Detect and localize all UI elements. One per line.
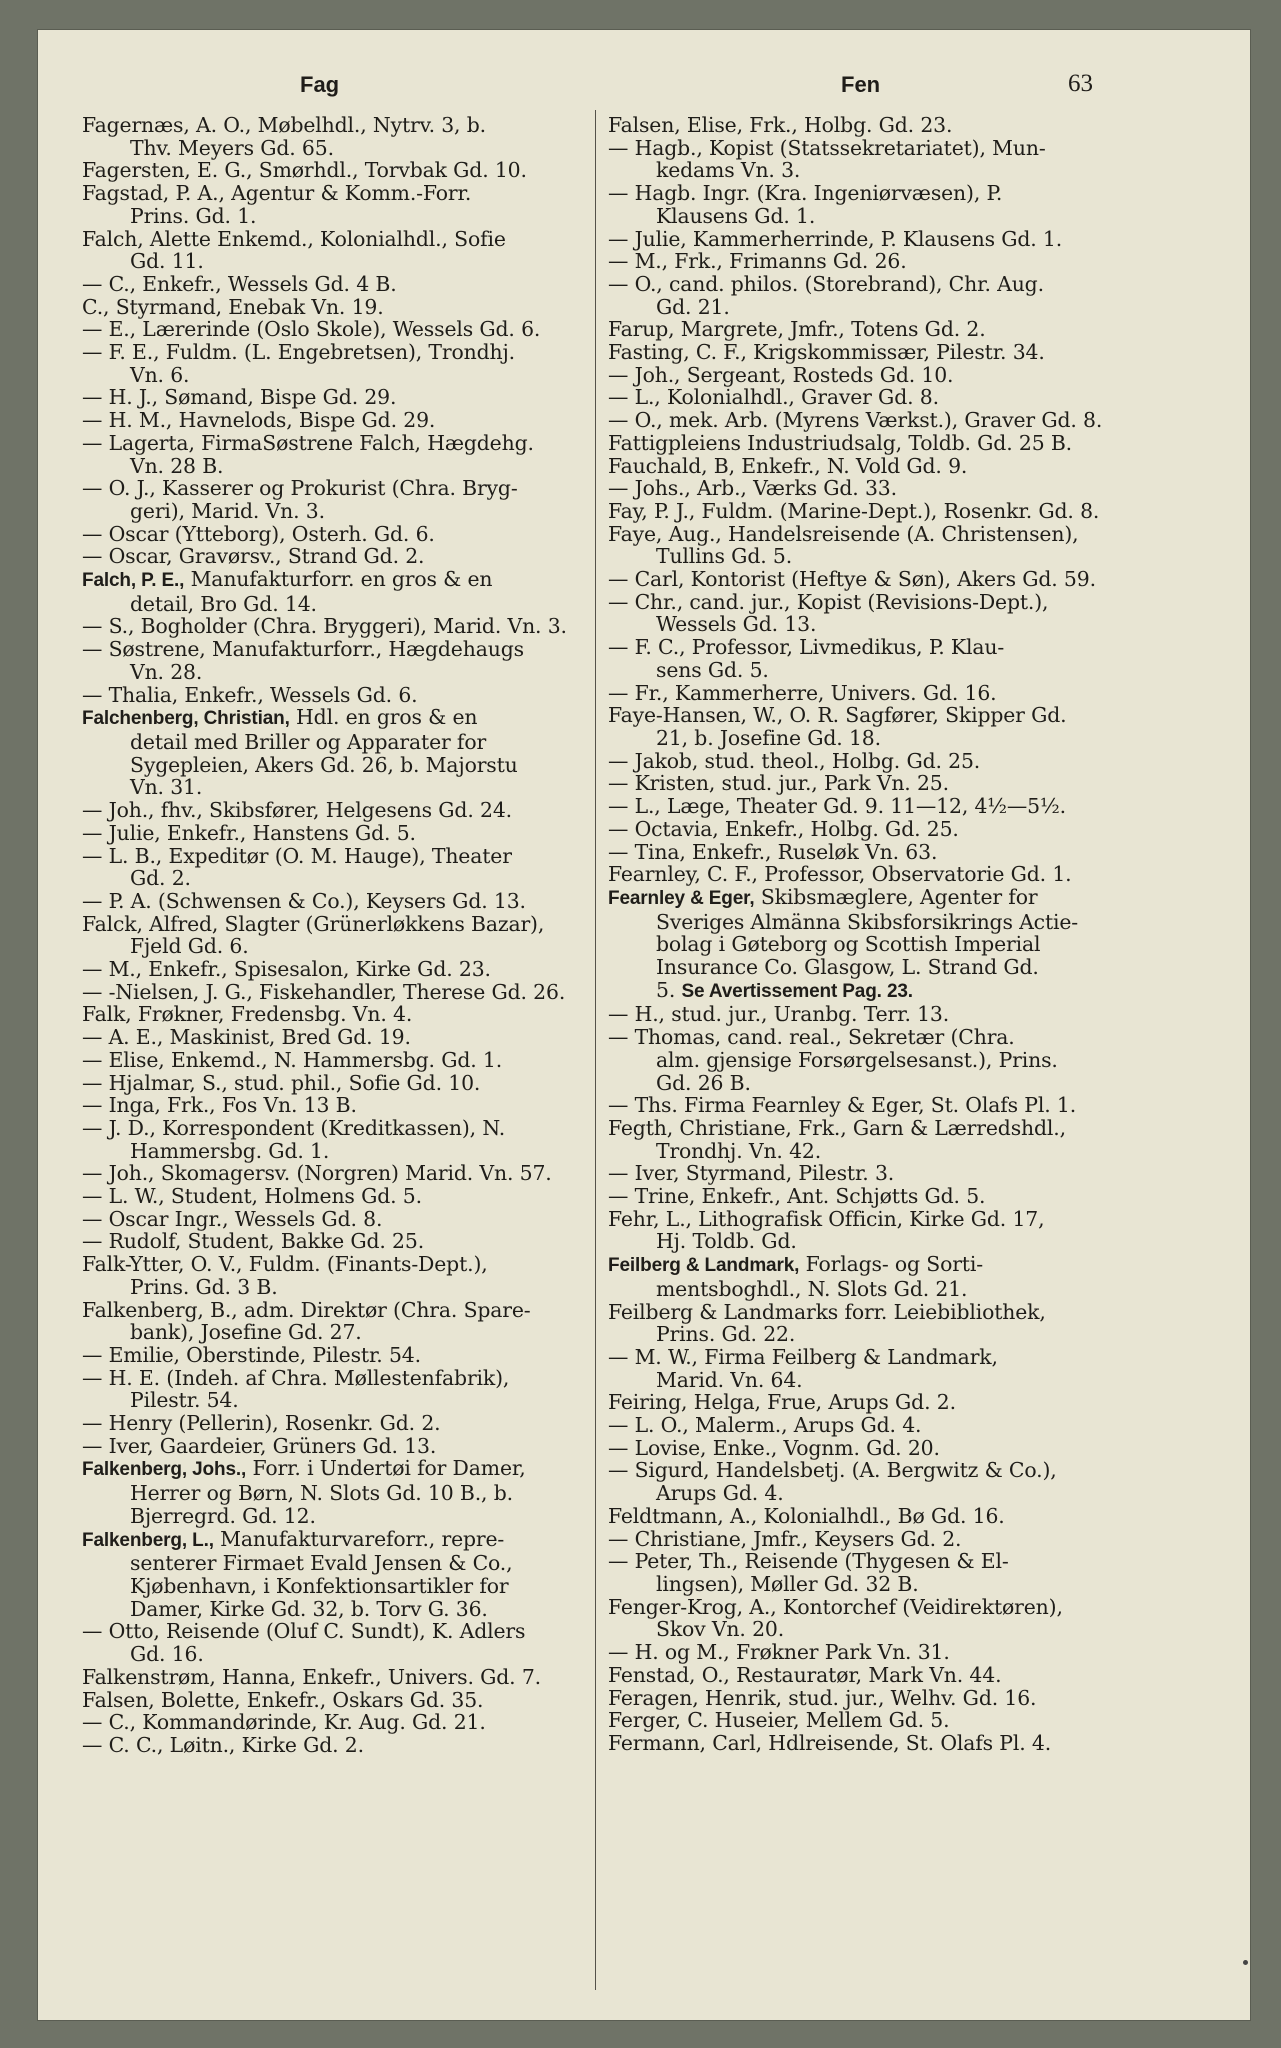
directory-entry <box>82 958 586 981</box>
directory-entry <box>82 1072 586 1095</box>
directory-entry <box>608 1664 1114 1687</box>
left-column <box>82 114 586 1757</box>
entry-line: Farup, Margrete, Jmfr., Totens Gd. 2. <box>608 317 986 342</box>
entry-line: Gd. 16. <box>130 1642 204 1667</box>
directory-entry <box>608 114 1114 137</box>
directory-entry <box>608 432 1114 455</box>
directory-entry <box>608 318 1114 341</box>
entry-line: Fauchald, B, Enkefr., N. Vold Gd. 9. <box>608 453 968 478</box>
directory-entry <box>608 364 1114 387</box>
entry-line: Fenstad, O., Restauratør, Mark Vn. 44. <box>608 1662 1002 1687</box>
entry-line: Falkenberg, B., adm. Direktør (Chra. Spare- <box>82 1297 531 1322</box>
entry-line: Fagersten, E. G., Smørhdl., Torvbak Gd. 10. <box>82 158 527 183</box>
directory-entry <box>608 818 1114 841</box>
entry-line: Feilberg & Landmark, Forlags- og Sorti- <box>608 1252 983 1277</box>
entry-line: Prins. Gd. 3 B. <box>130 1274 278 1299</box>
directory-entry <box>82 706 586 799</box>
directory-entry <box>82 1003 586 1026</box>
entry-line: bank), Josefine Gd. 27. <box>130 1320 362 1345</box>
directory-entry <box>82 1162 586 1185</box>
directory-entry <box>608 1687 1114 1710</box>
entry-line: — Hagb., Kopist (Statssekretariatet), Mun- <box>608 135 1046 160</box>
directory-entry <box>608 772 1114 795</box>
entry-line: Vn. 31. <box>130 775 203 800</box>
page-header <box>38 52 1250 112</box>
directory-entry <box>82 890 586 913</box>
entry-line: — L. O., Malerm., Arups Gd. 4. <box>608 1413 922 1438</box>
entry-line: Arups Gd. 4. <box>656 1481 784 1506</box>
entry-line: — Iver, Gaardeier, Grüners Gd. 13. <box>82 1433 437 1458</box>
entry-line: Falk-Ytter, O. V., Fuldm. (Finants-Dept.), <box>82 1252 488 1277</box>
entry-line: — Søstrene, Manufakturforr., Hægdehaugs <box>82 637 524 662</box>
directory-entry <box>608 704 1114 749</box>
entry-line: Faye-Hansen, W., O. R. Sagfører, Skipper Gd. <box>608 703 1067 728</box>
directory-entry <box>82 1185 586 1208</box>
entry-line: — C. C., Løitn., Kirke Gd. 2. <box>82 1732 364 1757</box>
entry-line: Marid. Vn. 64. <box>656 1367 803 1392</box>
entry-line: — Tina, Enkefr., Ruseløk Vn. 63. <box>608 839 938 864</box>
directory-entry <box>608 863 1114 886</box>
entry-line: — E., Lærerinde (Oslo Skole), Wessels Gd. 6. <box>82 317 541 342</box>
directory-entry <box>608 1208 1114 1253</box>
entry-line: — J. D., Korrespondent (Kreditkassen), N. <box>82 1115 506 1140</box>
entry-line: Falck, Alfred, Slagter (Grünerløkkens Bazar), <box>82 911 545 936</box>
entry-line: — Joh., fhv., Skibsfører, Helgesens Gd. 24. <box>82 798 512 823</box>
entry-line: — Rudolf, Student, Bakke Gd. 25. <box>82 1229 425 1254</box>
directory-entry <box>82 159 586 182</box>
entry-line: Herrer og Børn, N. Slots Gd. 10 B., b. <box>130 1481 513 1506</box>
directory-entry <box>608 1709 1114 1732</box>
entry-line: — L. B., Expeditør (O. M. Hauge), Theater <box>82 843 512 868</box>
directory-entry <box>82 273 586 296</box>
directory-entry <box>608 228 1114 251</box>
entry-line: Falsen, Bolette, Enkefr., Oskars Gd. 35. <box>82 1687 484 1712</box>
directory-entry <box>608 1185 1114 1208</box>
directory-entry <box>82 1666 586 1689</box>
entry-line: Wessels Gd. 13. <box>656 612 817 637</box>
header-left-guide-word: Fag <box>300 72 340 97</box>
directory-entry <box>82 318 586 341</box>
right-column <box>608 114 1114 1755</box>
directory-entry <box>82 1734 586 1757</box>
directory-entry <box>82 1049 586 1072</box>
entry-line: Falch, Alette Enkemd., Kolonialhdl., Sofie <box>82 226 506 251</box>
entry-line: — Kristen, stud. jur., Park Vn. 25. <box>608 771 949 796</box>
directory-entry <box>608 1414 1114 1437</box>
entry-line: — Octavia, Enkefr., Holbg. Gd. 25. <box>608 816 959 841</box>
directory-entry <box>608 341 1114 364</box>
entry-line: Fearnley & Eger, Skibsmæglere, Agenter for <box>608 884 1038 909</box>
entry-line: Fenger-Krog, A., Kontorchef (Veidirektøren), <box>608 1594 1063 1619</box>
entry-line: Hj. Toldb. Gd. <box>656 1229 797 1254</box>
entry-line: Pilestr. 54. <box>130 1388 239 1413</box>
entry-line: — O., cand. philos. (Storebrand), Chr. Aug. <box>608 271 1044 296</box>
entry-line: — F. C., Professor, Livmedikus, P. Klau- <box>608 635 1005 660</box>
entry-line: — Emilie, Oberstinde, Pilestr. 54. <box>82 1342 421 1367</box>
directory-entry <box>608 1641 1114 1664</box>
entry-line: Fearnley, C. F., Professor, Observatorie Gd. 1. <box>608 862 1072 887</box>
directory-entry <box>82 182 586 227</box>
directory-entry <box>82 1117 586 1162</box>
directory-entry <box>608 1162 1114 1185</box>
directory-entry <box>608 1437 1114 1460</box>
entry-line: Falkenberg, L., Manufakturvareforr., repre- <box>82 1526 505 1551</box>
entry-line: — Oscar, Gravørsv., Strand Gd. 2. <box>82 544 425 569</box>
entry-line: — Inga, Frk., Fos Vn. 13 B. <box>82 1093 357 1118</box>
directory-entry <box>608 455 1114 478</box>
entry-line: Fermann, Carl, Hdlreisende, St. Olafs Pl. 4. <box>608 1730 1052 1755</box>
directory-entry <box>608 886 1114 1004</box>
directory-entry <box>82 1412 586 1435</box>
entry-line: Damer, Kirke Gd. 32, b. Torv G. 36. <box>130 1596 488 1621</box>
directory-entry <box>608 1596 1114 1641</box>
entry-line: Feldtmann, A., Kolonialhdl., Bø Gd. 16. <box>608 1503 1005 1528</box>
directory-entry <box>608 591 1114 636</box>
directory-entry <box>82 1435 586 1458</box>
directory-entry <box>608 1026 1114 1094</box>
entry-line: detail med Briller og Apparater for <box>130 729 487 754</box>
directory-entry <box>608 1003 1114 1026</box>
entry-line: — H. M., Havnelods, Bispe Gd. 29. <box>82 408 436 433</box>
entry-line: — H. J., Sømand, Bispe Gd. 29. <box>82 385 397 410</box>
directory-entry <box>82 913 586 958</box>
directory-entry <box>82 228 586 273</box>
directory-entry <box>608 477 1114 500</box>
entry-line: — Otto, Reisende (Oluf C. Sundt), K. Adlers <box>82 1619 526 1644</box>
directory-entry <box>608 1391 1114 1414</box>
entry-line: — Julie, Enkefr., Hanstens Gd. 5. <box>82 820 416 845</box>
entry-line: Prins. Gd. 22. <box>656 1322 796 1347</box>
directory-entry <box>608 273 1114 318</box>
entry-line: — Hagb. Ingr. (Kra. Ingeniørvæsen), P. <box>608 181 1003 206</box>
entry-line: — Jakob, stud. theol., Holbg. Gd. 25. <box>608 748 981 773</box>
entry-line: senterer Firmaet Evald Jensen & Co., <box>130 1551 513 1576</box>
entry-line: Kjøbenhavn, i Konfektionsartikler for <box>130 1574 509 1598</box>
entry-line: Fegth, Christiane, Frk., Garn & Lærredshdl., <box>608 1115 1066 1140</box>
entry-line: — Johs., Arb., Værks Gd. 33. <box>608 476 897 501</box>
entry-line: — Fr., Kammerherre, Univers. Gd. 16. <box>608 680 997 705</box>
entry-line: — Elise, Enkemd., N. Hammersbg. Gd. 1. <box>82 1047 503 1072</box>
entry-line: Gd. 11. <box>130 249 204 274</box>
entry-line: — L., Læge, Theater Gd. 9. 11—12, 4½—5½. <box>608 794 1066 819</box>
entry-line: Prins. Gd. 1. <box>130 203 257 228</box>
entry-line: Skov Vn. 20. <box>656 1617 785 1642</box>
directory-entry <box>82 1299 586 1344</box>
entry-line: Hammersbg. Gd. 1. <box>130 1138 330 1163</box>
entry-line: alm. gjensige Forsørgelsesanst.), Prins. <box>656 1047 1058 1072</box>
entry-line: — A. E., Maskinist, Bred Gd. 19. <box>82 1025 411 1050</box>
directory-entry <box>82 981 586 1004</box>
entry-line: Falchenberg, Christian, Hdl. en gros & en <box>82 705 478 730</box>
entry-line: Gd. 21. <box>656 294 730 319</box>
entry-line: — H., stud. jur., Uranbg. Terr. 13. <box>608 1002 950 1027</box>
entry-line: Fasting, C. F., Krigskommissær, Pilestr. 34. <box>608 340 1045 365</box>
entry-line: Fagstad, P. A., Agentur & Komm.-Forr. <box>82 181 472 206</box>
directory-entry <box>82 1230 586 1253</box>
entry-line: — Julie, Kammerherrinde, P. Klausens Gd. 1. <box>608 226 1063 251</box>
entry-line: Insurance Co. Glasgow, L. Strand Gd. <box>656 955 1039 980</box>
entry-line: — -Nielsen, J. G., Fiskehandler, Therese Gd. 26. <box>82 979 566 1004</box>
entry-line: — H. E. (Indeh. af Chra. Møllestenfabrik), <box>82 1365 510 1390</box>
entry-line: — Carl, Kontorist (Heftye & Søn), Akers Gd. 59. <box>608 567 1096 592</box>
entry-line: Vn. 6. <box>130 362 190 387</box>
entry-line: — L. W., Student, Holmens Gd. 5. <box>82 1184 422 1209</box>
entry-line: — Thalia, Enkefr., Wessels Gd. 6. <box>82 682 418 707</box>
entry-line: Bjerregrd. Gd. 12. <box>130 1503 316 1528</box>
entry-line: — O., mek. Arb. (Myrens Værkst.), Graver Gd. 8. <box>608 408 1103 433</box>
entry-line: Feilberg & Landmarks forr. Leiebibliothek, <box>608 1299 1046 1324</box>
entry-line: — Trine, Enkefr., Ant. Schjøtts Gd. 5. <box>608 1184 986 1209</box>
directory-entry <box>82 845 586 890</box>
entry-line: — Chr., cand. jur., Kopist (Revisions-Dept.), <box>608 589 1049 614</box>
entry-line: Fagernæs, A. O., Møbelhdl., Nytrv. 3, b. <box>82 113 486 137</box>
entry-line: — O. J., Kasserer og Prokurist (Chra. Bryg- <box>82 476 518 501</box>
directory-entry <box>608 250 1114 273</box>
directory-entry <box>82 114 586 159</box>
entry-line: Fattigpleiens Industriudsalg, Toldb. Gd. 25 B. <box>608 430 1073 455</box>
directory-entry <box>608 841 1114 864</box>
directory-entry <box>608 1346 1114 1391</box>
entry-line: Vn. 28. <box>130 659 203 684</box>
directory-entry <box>608 1550 1114 1595</box>
entry-line: sens Gd. 5. <box>656 657 769 682</box>
directory-entry <box>608 409 1114 432</box>
entry-line: detail, Bro Gd. 14. <box>130 591 317 616</box>
directory-entry <box>82 1711 586 1734</box>
entry-line: — M., Enkefr., Spisesalon, Kirke Gd. 23. <box>82 957 491 982</box>
page-number: 63 <box>1068 70 1093 97</box>
directory-entry <box>82 1620 586 1665</box>
directory-entry <box>82 432 586 477</box>
directory-entry <box>608 568 1114 591</box>
directory-entry <box>608 636 1114 681</box>
entry-line: Falsen, Elise, Frk., Holbg. Gd. 23. <box>608 113 953 137</box>
directory-entry <box>82 409 586 432</box>
entry-line: — S., Bogholder (Chra. Bryggeri), Marid. Vn. 3. <box>82 614 567 639</box>
entry-line: Sveriges Almänna Skibsforsikrings Actie- <box>656 909 1079 934</box>
entry-line: 21, b. Josefine Gd. 18. <box>656 725 881 750</box>
entry-line: — Henry (Pellerin), Rosenkr. Gd. 2. <box>82 1411 441 1436</box>
directory-entry <box>82 1344 586 1367</box>
directory-entry <box>82 1026 586 1049</box>
entry-line: — F. E., Fuldm. (L. Engebretsen), Trondhj. <box>82 340 515 365</box>
directory-entry <box>82 386 586 409</box>
entry-line: bolag i Gøteborg og Scottish Imperial <box>656 932 1041 957</box>
directory-entry <box>82 684 586 707</box>
directory-entry <box>608 523 1114 568</box>
directory-entry <box>608 182 1114 227</box>
directory-page <box>38 30 1250 2020</box>
entry-line: — Thomas, cand. real., Sekretær (Chra. <box>608 1025 1015 1050</box>
column-divider <box>595 110 596 1990</box>
entry-line: — Hjalmar, S., stud. phil., Sofie Gd. 10. <box>82 1070 481 1095</box>
directory-entry <box>608 1094 1114 1117</box>
entry-line: — Christiane, Jmfr., Keysers Gd. 2. <box>608 1526 962 1551</box>
ink-speck <box>1243 1960 1248 1965</box>
entry-line: Vn. 28 B. <box>130 453 224 478</box>
entry-line: C., Styrmand, Enebak Vn. 19. <box>82 294 384 319</box>
directory-entry <box>608 137 1114 182</box>
entry-line: — P. A. (Schwensen & Co.), Keysers Gd. 13. <box>82 888 526 913</box>
entry-line: — Joh., Sergeant, Rosteds Gd. 10. <box>608 362 954 387</box>
directory-entry <box>608 795 1114 818</box>
entry-line: geri), Marid. Vn. 3. <box>130 498 325 523</box>
entry-line: Klausens Gd. 1. <box>656 203 816 228</box>
entry-line: — Iver, Styrmand, Pilestr. 3. <box>608 1161 895 1186</box>
directory-entry <box>82 799 586 822</box>
entry-line: — Oscar Ingr., Wessels Gd. 8. <box>82 1206 383 1231</box>
directory-entry <box>82 341 586 386</box>
directory-entry <box>608 1528 1114 1551</box>
entry-line: Falkenberg, Johs., Forr. i Undertøi for Damer, <box>82 1456 526 1481</box>
entry-line: — L., Kolonialhdl., Graver Gd. 8. <box>608 385 939 410</box>
directory-entry <box>608 1301 1114 1346</box>
entry-line: Falkenstrøm, Hanna, Enkefr., Univers. Gd. 7. <box>82 1664 541 1689</box>
directory-entry <box>608 750 1114 773</box>
entry-line: — Ths. Firma Fearnley & Eger, St. Olafs Pl. 1. <box>608 1093 1077 1118</box>
header-center-guide-word: Fen <box>841 72 881 97</box>
entry-line: Thv. Meyers Gd. 65. <box>130 135 334 160</box>
entry-line: Fay, P. J., Fuldm. (Marine-Dept.), Rosenkr. Gd. 8. <box>608 498 1100 523</box>
entry-line: Fehr, L., Lithografisk Officin, Kirke Gd. 17, <box>608 1206 1045 1231</box>
directory-entry <box>608 1505 1114 1528</box>
entry-line: Trondhj. Vn. 42. <box>656 1138 822 1163</box>
entry-line: Gd. 2. <box>130 866 191 891</box>
entry-line: 5. Se Avertissement Pag. 23. <box>656 977 913 1002</box>
entry-line: — M. W., Firma Feilberg & Landmark, <box>608 1344 998 1369</box>
directory-entry <box>82 615 586 638</box>
directory-entry <box>608 1117 1114 1162</box>
directory-entry <box>82 1253 586 1298</box>
entry-line: Gd. 26 B. <box>656 1070 751 1095</box>
directory-entry <box>82 1689 586 1712</box>
directory-entry <box>82 638 586 683</box>
directory-entry <box>82 523 586 546</box>
directory-entry <box>82 822 586 845</box>
entry-line: mentsboghdl., N. Slots Gd. 21. <box>656 1276 968 1301</box>
directory-entry <box>82 545 586 568</box>
directory-entry <box>82 1208 586 1231</box>
entry-line: Ferger, C. Huseier, Mellem Gd. 5. <box>608 1708 950 1733</box>
entry-line: Sygepleien, Akers Gd. 26, b. Majorstu <box>130 752 518 777</box>
entry-line: kedams Vn. 3. <box>656 158 801 183</box>
directory-entry <box>82 1457 586 1527</box>
directory-entry <box>608 386 1114 409</box>
entry-line: Fjeld Gd. 6. <box>130 934 249 959</box>
entry-line: — Lagerta, FirmaSøstrene Falch, Hægdehg. <box>82 430 534 455</box>
directory-entry <box>82 1528 586 1621</box>
entry-line: Tullins Gd. 5. <box>656 544 793 569</box>
directory-entry <box>608 1459 1114 1504</box>
entry-line: lingsen), Møller Gd. 32 B. <box>656 1572 919 1596</box>
entry-line: — Lovise, Enke., Vognm. Gd. 20. <box>608 1435 940 1460</box>
directory-entry <box>82 1367 586 1412</box>
entry-line: — H. og M., Frøkner Park Vn. 31. <box>608 1640 950 1665</box>
entry-line: — Joh., Skomagersv. (Norgren) Marid. Vn. 57. <box>82 1161 552 1186</box>
directory-entry <box>608 1253 1114 1300</box>
directory-entry <box>82 568 586 615</box>
entry-line: — Oscar (Ytteborg), Osterh. Gd. 6. <box>82 521 435 546</box>
directory-entry <box>608 500 1114 523</box>
entry-line: Feiring, Helga, Frue, Arups Gd. 2. <box>608 1390 956 1415</box>
entry-line: Falk, Frøkner, Fredensbg. Vn. 4. <box>82 1002 413 1027</box>
entry-line: — Sigurd, Handelsbetj. (A. Bergwitz & Co.), <box>608 1458 1057 1483</box>
directory-entry <box>608 1732 1114 1755</box>
directory-entry <box>82 477 586 522</box>
entry-line: Faye, Aug., Handelsreisende (A. Christensen), <box>608 521 1079 546</box>
entry-line: Falch, P. E., Manufakturforr. en gros & en <box>82 567 493 592</box>
entry-line: Feragen, Henrik, stud. jur., Welhv. Gd. 16. <box>608 1685 1037 1710</box>
directory-entry <box>82 1094 586 1117</box>
entry-line: — C., Kommandørinde, Kr. Aug. Gd. 21. <box>82 1710 486 1735</box>
entry-line: — Peter, Th., Reisende (Thygesen & El- <box>608 1549 1009 1574</box>
directory-entry <box>608 682 1114 705</box>
directory-entry <box>82 296 586 319</box>
entry-line: — C., Enkefr., Wessels Gd. 4 B. <box>82 271 397 296</box>
entry-line: — M., Frk., Frimanns Gd. 26. <box>608 249 907 274</box>
